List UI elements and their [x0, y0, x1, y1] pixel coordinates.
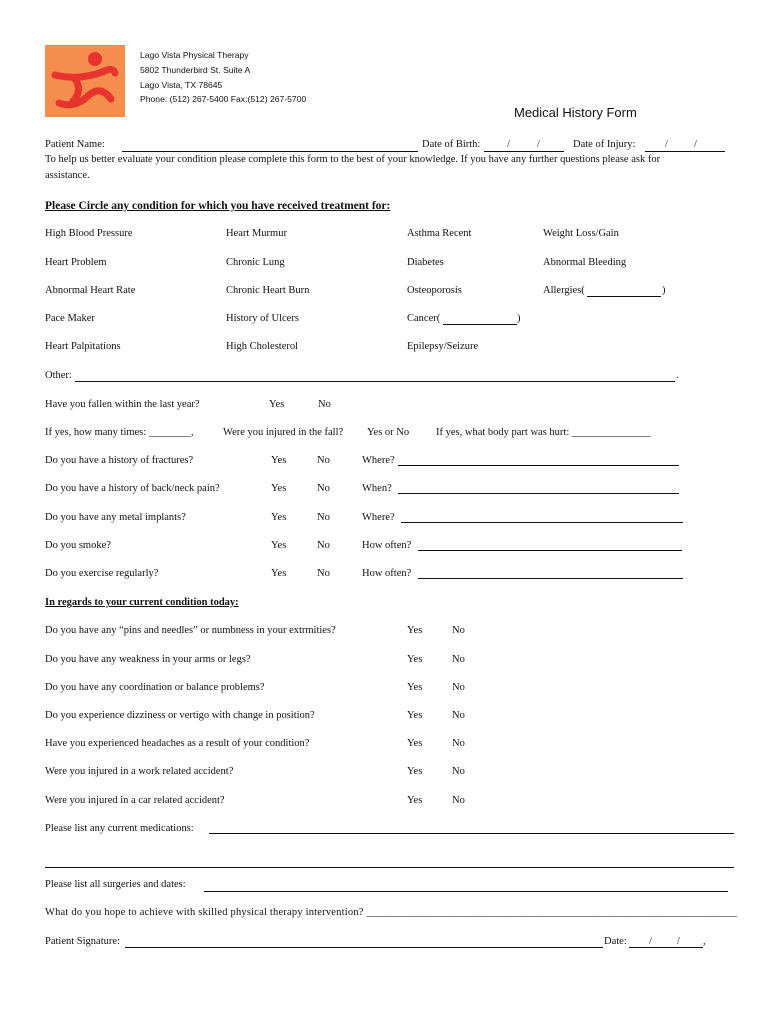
history-no[interactable]: No: [317, 540, 330, 551]
conditions-heading: Please Circle any condition for which you have received treatment for:: [45, 200, 391, 212]
history-no[interactable]: No: [317, 455, 330, 466]
condition-option[interactable]: History of Ulcers: [226, 313, 299, 324]
history-follow-label: Where?: [362, 455, 395, 466]
clinic-phone-fax: Phone: (512) 267-5400 Fax:(512) 267-5700: [140, 94, 307, 104]
current-no[interactable]: No: [452, 710, 465, 721]
condition-option[interactable]: Chronic Lung: [226, 257, 285, 268]
history-yes[interactable]: Yes: [271, 483, 287, 494]
current-no[interactable]: No: [452, 795, 465, 806]
condition-option[interactable]: Pace Maker: [45, 313, 95, 324]
history-question: Do you have a history of fractures?: [45, 455, 194, 466]
cancer-field[interactable]: [443, 324, 517, 325]
fall-body-part-field[interactable]: If yes, what body part was hurt: _______________: [436, 427, 651, 438]
signature-date-comma: ,: [703, 936, 706, 947]
history-follow-label: When?: [362, 483, 392, 494]
medications-field-line2[interactable]: [45, 867, 734, 868]
history-question: Do you smoke?: [45, 540, 111, 551]
current-no[interactable]: No: [452, 738, 465, 749]
current-question: Do you have any “pins and needles” or numbness in your extrmities?: [45, 625, 336, 636]
fallen-yes[interactable]: Yes: [269, 399, 285, 410]
clinic-name: Lago Vista Physical Therapy: [140, 50, 249, 60]
condition-option[interactable]: Diabetes: [407, 257, 444, 268]
current-yes[interactable]: Yes: [407, 710, 423, 721]
signature-field[interactable]: [125, 947, 603, 948]
fallen-no[interactable]: No: [318, 399, 331, 410]
history-yes[interactable]: Yes: [271, 512, 287, 523]
surgeries-field[interactable]: [204, 891, 728, 892]
signature-date-slash-1: /: [649, 936, 652, 947]
condition-option[interactable]: High Blood Pressure: [45, 228, 133, 239]
current-yes[interactable]: Yes: [407, 795, 423, 806]
other-field[interactable]: [75, 381, 675, 382]
signature-date-field[interactable]: [629, 947, 703, 948]
dob-slash-1: /: [507, 139, 510, 150]
condition-option[interactable]: Osteoporosis: [407, 285, 462, 296]
condition-option-allergies[interactable]: Allergies(: [543, 285, 585, 296]
dob-field[interactable]: [484, 151, 564, 152]
current-yes[interactable]: Yes: [407, 682, 423, 693]
history-no[interactable]: No: [317, 568, 330, 579]
injury-date-label: Date of Injury:: [573, 139, 636, 150]
condition-option[interactable]: Heart Murmur: [226, 228, 287, 239]
therapy-goals-field[interactable]: What do you hope to achieve with skilled physical therapy intervention? ____________________________________________________________________: [45, 907, 738, 918]
fall-injured-yes-no[interactable]: Yes or No: [367, 427, 410, 438]
history-follow-field[interactable]: [401, 522, 683, 523]
cancer-close-paren: ): [517, 313, 521, 324]
current-no[interactable]: No: [452, 682, 465, 693]
clinic-address-line2: Lago Vista, TX 78645: [140, 80, 223, 90]
current-question: Do you experience dizziness or vertigo with change in position?: [45, 710, 315, 721]
condition-option-cancer[interactable]: Cancer(: [407, 313, 441, 324]
fall-count-field[interactable]: If yes, how many times: ________,: [45, 427, 194, 438]
history-follow-field[interactable]: [398, 493, 679, 494]
signature-label: Patient Signature:: [45, 936, 120, 947]
injury-date-field[interactable]: [645, 151, 725, 152]
allergies-field[interactable]: [587, 296, 661, 297]
clinic-logo: [45, 45, 125, 117]
current-no[interactable]: No: [452, 654, 465, 665]
history-question: Do you have any metal implants?: [45, 512, 186, 523]
history-no[interactable]: No: [317, 512, 330, 523]
history-follow-field[interactable]: [418, 550, 682, 551]
current-yes[interactable]: Yes: [407, 738, 423, 749]
current-question: Were you injured in a car related accident?: [45, 795, 225, 806]
fall-injured-question: Were you injured in the fall?: [223, 427, 344, 438]
current-yes[interactable]: Yes: [407, 625, 423, 636]
history-yes[interactable]: Yes: [271, 540, 287, 551]
surgeries-label: Please list all surgeries and dates:: [45, 879, 186, 890]
patient-name-label: Patient Name:: [45, 139, 105, 150]
condition-option[interactable]: Weight Loss/Gain: [543, 228, 619, 239]
current-no[interactable]: No: [452, 625, 465, 636]
history-question: Do you exercise regularly?: [45, 568, 159, 579]
history-no[interactable]: No: [317, 483, 330, 494]
allergies-close-paren: ): [662, 285, 666, 296]
fallen-question: Have you fallen within the last year?: [45, 399, 200, 410]
intro-line1: To help us better evaluate your condition please complete this form to the best of your knowledge. If you have any further questions please ask for: [45, 154, 661, 165]
dob-slash-2: /: [537, 139, 540, 150]
current-question: Have you experienced headaches as a result of your condition?: [45, 738, 310, 749]
history-yes[interactable]: Yes: [271, 568, 287, 579]
other-label: Other:: [45, 370, 72, 381]
current-question: Do you have any weakness in your arms or legs?: [45, 654, 251, 665]
signature-date-label: Date:: [604, 936, 627, 947]
condition-option[interactable]: Epilepsy/Seizure: [407, 341, 479, 352]
injury-slash-1: /: [665, 139, 668, 150]
form-title: Medical History Form: [514, 105, 637, 120]
condition-option[interactable]: Asthma Recent: [407, 228, 472, 239]
history-question: Do you have a history of back/neck pain?: [45, 483, 220, 494]
medications-label: Please list any current medications:: [45, 823, 194, 834]
dob-label: Date of Birth:: [422, 139, 481, 150]
other-period: .: [676, 370, 679, 381]
injury-slash-2: /: [694, 139, 697, 150]
condition-option[interactable]: Heart Problem: [45, 257, 107, 268]
condition-option[interactable]: High Cholesterol: [226, 341, 299, 352]
current-yes[interactable]: Yes: [407, 766, 423, 777]
condition-option[interactable]: Chronic Heart Burn: [226, 285, 310, 296]
current-question: Were you injured in a work related accident?: [45, 766, 234, 777]
current-condition-heading: In regards to your current condition today:: [45, 597, 239, 608]
history-follow-field[interactable]: [418, 578, 683, 579]
condition-option[interactable]: Abnormal Bleeding: [543, 257, 627, 268]
history-follow-label: How often?: [362, 568, 412, 579]
current-no[interactable]: No: [452, 766, 465, 777]
medications-field[interactable]: [209, 833, 734, 834]
current-question: Do you have any coordination or balance problems?: [45, 682, 265, 693]
current-yes[interactable]: Yes: [407, 654, 423, 665]
clinic-address-line1: 5802 Thunderbird St. Suite A: [140, 65, 251, 75]
history-yes[interactable]: Yes: [271, 455, 287, 466]
history-follow-label: How often?: [362, 540, 412, 551]
history-follow-field[interactable]: [398, 465, 679, 466]
signature-date-slash-2: /: [677, 936, 680, 947]
condition-option[interactable]: Heart Palpitations: [45, 341, 121, 352]
patient-name-field[interactable]: [122, 151, 418, 152]
history-follow-label: Where?: [362, 512, 395, 523]
intro-line2: assistance.: [45, 170, 90, 181]
condition-option[interactable]: Abnormal Heart Rate: [45, 285, 136, 296]
